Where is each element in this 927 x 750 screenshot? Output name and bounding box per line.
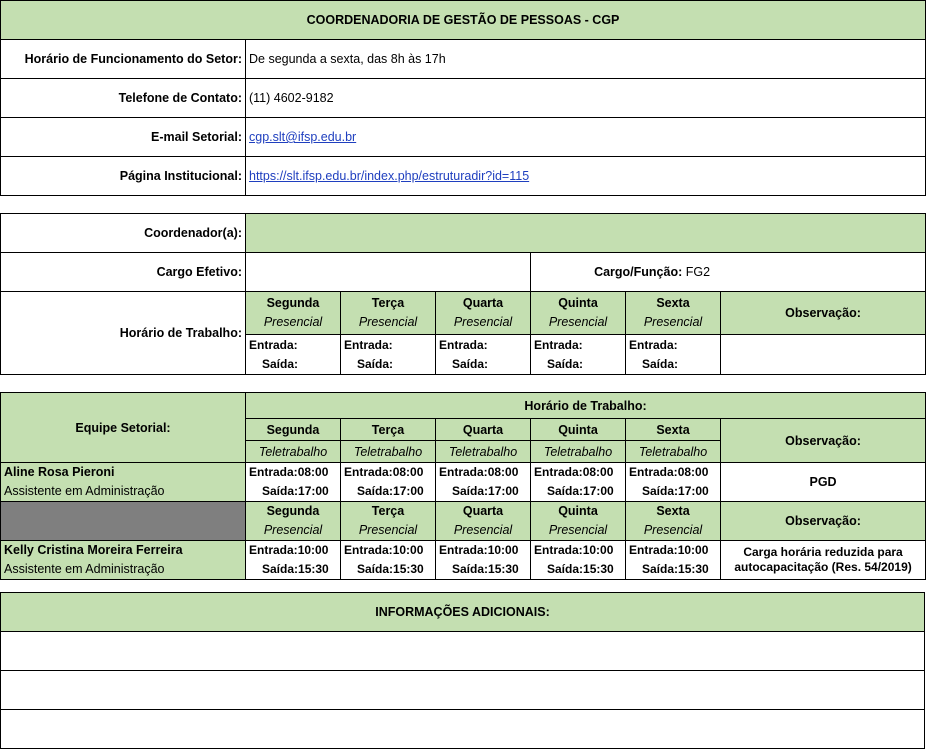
modality-cell: Teletrabalho: [246, 441, 341, 463]
modality-cell: Teletrabalho: [341, 441, 436, 463]
hours-label: Horário de Funcionamento do Setor:: [1, 40, 246, 79]
member-cell: [1, 463, 246, 502]
member-name: Kelly Cristina Moreira Ferreira: [4, 543, 183, 557]
coordinator-block: [0, 213, 925, 375]
coord-time-cell: Entrada: Saída:: [436, 335, 531, 375]
coord-time-cell: Entrada: Saída:: [626, 335, 721, 375]
team-day-header: Segunda Presencial: [246, 502, 341, 541]
coord-schedule-label: Horário de Trabalho:: [1, 292, 246, 375]
coord-day-header: Terça Presencial: [341, 292, 436, 335]
info-row-phone: [1, 79, 926, 118]
cargo-funcao-cell: [531, 253, 926, 292]
hours-value: De segunda a sexta, das 8h às 17h: [246, 40, 926, 79]
cargo-efetivo-value: [246, 253, 531, 292]
team-day-header: Quarta Presencial: [436, 502, 531, 541]
team-day-header: Quarta: [436, 419, 531, 441]
member-time-cell: Entrada:08:00 Saída:17:00: [246, 463, 341, 502]
coord-time-cell: Entrada: Saída:: [246, 335, 341, 375]
team-label: Equipe Setorial:: [1, 393, 246, 463]
modality-cell: Teletrabalho: [436, 441, 531, 463]
coord-day-header: Quarta Presencial: [436, 292, 531, 335]
coord-time-cell: Entrada: Saída:: [531, 335, 626, 375]
info-row-webpage: [1, 157, 926, 196]
team-day-header: Segunda: [246, 419, 341, 441]
webpage-label: Página Institucional:: [1, 157, 246, 196]
coord-obs-value: [721, 335, 926, 375]
member-cell: [1, 541, 246, 580]
additional-info-block: [0, 592, 925, 749]
team-member-row: [1, 541, 926, 580]
coord-obs-label: Observação:: [721, 292, 926, 335]
member-role: Assistente em Administração: [4, 562, 165, 576]
additional-info-line: [1, 632, 925, 671]
team-block: [0, 392, 925, 580]
member-time-cell: Entrada:10:00 Saída:15:30: [531, 541, 626, 580]
member-time-cell: Entrada:10:00 Saída:15:30: [246, 541, 341, 580]
additional-info-line: [1, 671, 925, 710]
phone-label: Telefone de Contato:: [1, 79, 246, 118]
team-day-header: Terça: [341, 419, 436, 441]
member-time-cell: Entrada:10:00 Saída:15:30: [626, 541, 721, 580]
team-member-row: [1, 463, 926, 502]
grey-spacer-cell: [1, 502, 246, 541]
member-time-cell: Entrada:08:00 Saída:17:00: [531, 463, 626, 502]
member-time-cell: Entrada:10:00 Saída:15:30: [436, 541, 531, 580]
team-obs-label: Observação:: [721, 419, 926, 463]
cargo-funcao-value: FG2: [685, 265, 711, 279]
coord-time-cell: Entrada: Saída:: [341, 335, 436, 375]
member-time-cell: Entrada:08:00 Saída:17:00: [436, 463, 531, 502]
team-day-header: Quinta: [531, 419, 626, 441]
coordinator-label: Coordenador(a):: [1, 214, 246, 253]
team-schedule-label: Horário de Trabalho:: [246, 393, 926, 419]
coord-day-header: Segunda Presencial: [246, 292, 341, 335]
team-obs-label: Observação:: [721, 502, 926, 541]
coord-day-header: Sexta Presencial: [626, 292, 721, 335]
team-day-header: Quinta Presencial: [531, 502, 626, 541]
coordinator-value: [246, 214, 926, 253]
team-day-header: Sexta: [626, 419, 721, 441]
phone-value: (11) 4602-9182: [246, 79, 926, 118]
member-time-cell: Entrada:08:00 Saída:17:00: [341, 463, 436, 502]
member-role: Assistente em Administração: [4, 484, 165, 498]
member-obs: PGD: [721, 463, 926, 502]
member-obs: Carga horária reduzida para autocapacitação (Res. 54/2019): [721, 541, 926, 580]
additional-info-title: INFORMAÇÕES ADICIONAIS:: [1, 593, 925, 632]
info-row-hours: [1, 40, 926, 79]
team-day-header: Terça Presencial: [341, 502, 436, 541]
modality-cell: Teletrabalho: [626, 441, 721, 463]
modality-cell: Teletrabalho: [531, 441, 626, 463]
sector-info-block: [0, 0, 925, 196]
page-title: COORDENADORIA DE GESTÃO DE PESSOAS - CGP: [1, 1, 926, 40]
team-day-header: Sexta Presencial: [626, 502, 721, 541]
member-name: Aline Rosa Pieroni: [4, 465, 115, 479]
coord-day-header: Quinta Presencial: [531, 292, 626, 335]
info-row-email: [1, 118, 926, 157]
email-label: E-mail Setorial:: [1, 118, 246, 157]
additional-info-line: [1, 710, 925, 749]
member-time-cell: Entrada:08:00 Saída:17:00: [626, 463, 721, 502]
cargo-funcao-label: Cargo/Função:: [594, 265, 683, 279]
email-link[interactable]: cgp.slt@ifsp.edu.br: [249, 130, 357, 144]
webpage-link[interactable]: https://slt.ifsp.edu.br/index.php/estruturadir?id=115: [249, 169, 530, 183]
cargo-efetivo-label: Cargo Efetivo:: [1, 253, 246, 292]
member-time-cell: Entrada:10:00 Saída:15:30: [341, 541, 436, 580]
